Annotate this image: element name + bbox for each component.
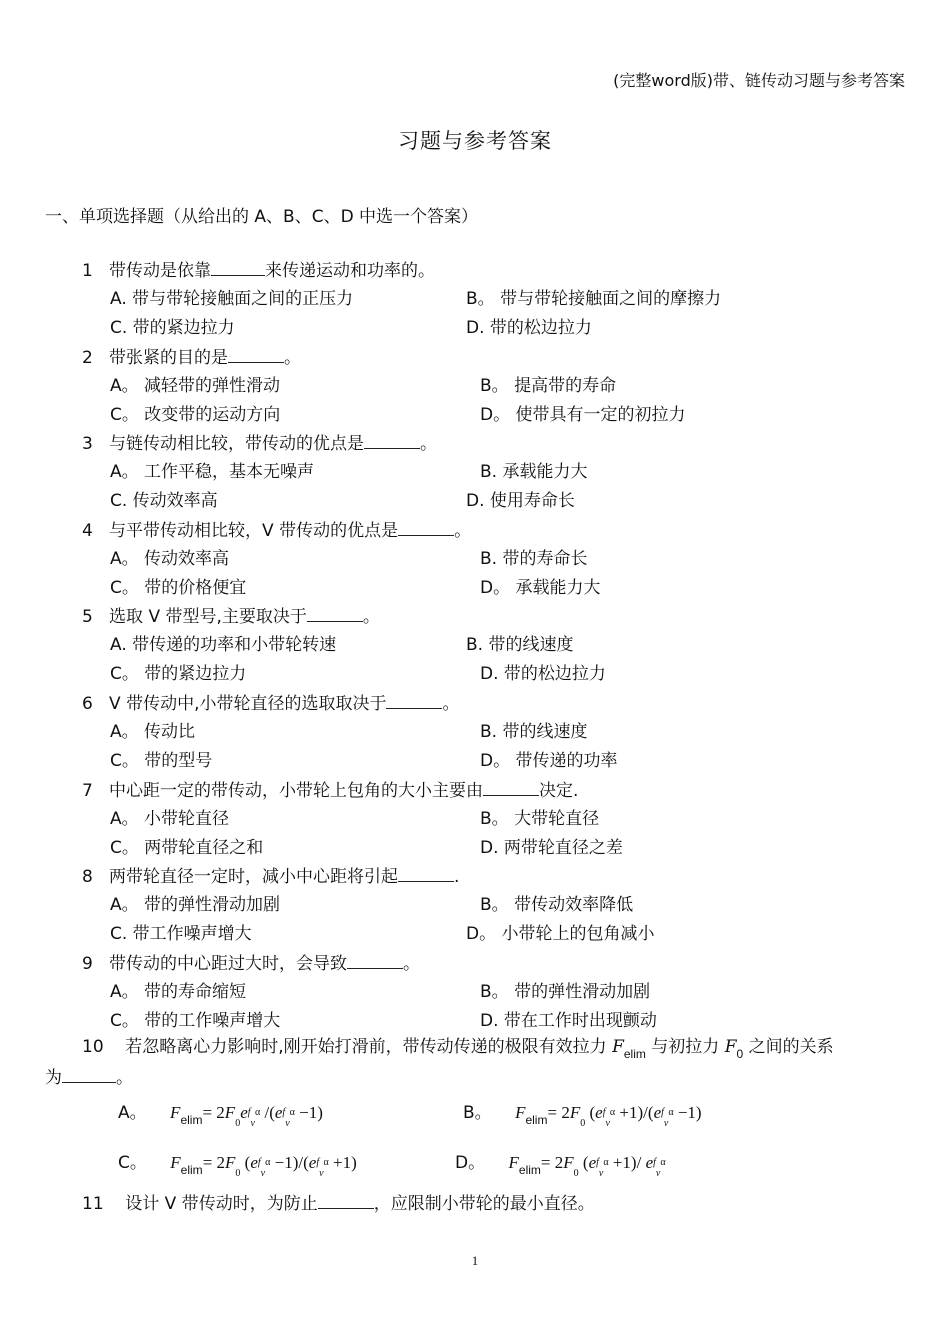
option-d[interactable]: D. 带在工作时出现颤动	[480, 1010, 657, 1031]
question-number: 3	[82, 434, 93, 455]
option-a[interactable]: A. 带与带轮接触面之间的正压力	[110, 289, 354, 309]
question-text-end: ，应限制小带轮的最小直径。	[373, 1194, 595, 1214]
question-text: 若忽略离心力影响时,刚开始打滑前，带传动传递的极限有效拉力	[125, 1037, 607, 1057]
section-heading: 一、单项选择题（从给出的 A、B、C、D 中选一个答案）	[45, 207, 479, 227]
answer-blank[interactable]	[347, 952, 403, 969]
option-d[interactable]: D. 带的松边拉力	[480, 664, 606, 685]
option-d[interactable]: D。 使带具有一定的初拉力	[480, 404, 686, 425]
question-text-end: 来传递运动和功率的。	[265, 261, 436, 281]
option-label: C。	[118, 1153, 147, 1173]
answer-blank[interactable]	[398, 519, 454, 536]
question-text-end: 。	[454, 520, 472, 541]
option-b[interactable]	[463, 1102, 702, 1127]
option-b[interactable]: B。 带传动效率降低	[480, 895, 634, 916]
option-label: A。	[118, 1103, 147, 1123]
formula-b: $F_{elim}= 2F_0$ $(ef_v\alpha +1)/(ef_v\alpha -1)$	[515, 1103, 702, 1129]
question-text-end: 。	[403, 953, 421, 974]
question-text: 与平带传动相比较，V 带传动的优点是	[109, 520, 399, 541]
option-a[interactable]: A。 带的弹性滑动加剧	[110, 895, 281, 916]
question-number: 8	[82, 867, 93, 888]
option-c[interactable]	[118, 1152, 357, 1177]
answer-blank[interactable]	[386, 692, 442, 709]
option-c[interactable]: C。 带的工作噪声增大	[110, 1010, 281, 1031]
question-number: 2	[82, 347, 93, 368]
question-text-end: 。	[284, 347, 302, 368]
option-b[interactable]: B. 带的线速度	[480, 722, 588, 742]
document-header: (完整word版)带、链传动习题与参考答案	[613, 71, 905, 90]
question-text: 设计 V 带传动时，为防止	[125, 1194, 318, 1214]
option-a[interactable]	[118, 1102, 323, 1127]
answer-blank[interactable]	[398, 865, 454, 882]
option-d[interactable]: D。 带传递的功率	[480, 751, 618, 771]
question-text: 选取 V 带型号,主要取决于	[109, 607, 307, 628]
option-a[interactable]: A。 减轻带的弹性滑动	[110, 375, 281, 396]
question-text: 为	[45, 1068, 62, 1088]
question-text: V 带传动中,小带轮直径的选取取决于	[109, 694, 387, 714]
question-number: 6	[82, 694, 93, 714]
question-text: 带张紧的目的是	[109, 347, 229, 368]
question-5	[82, 605, 380, 628]
question-text-end: 决定.	[539, 780, 579, 801]
question-text: 带传动的中心距过大时，会导致	[109, 953, 348, 974]
option-b[interactable]: B。 带的弹性滑动加剧	[480, 981, 651, 1002]
question-text: 中心距一定的带传动，小带轮上包角的大小主要由	[109, 780, 484, 801]
option-a[interactable]: A。 传动比	[110, 722, 196, 742]
question-text: 与链传动相比较，带传动的优点是	[109, 434, 365, 455]
option-a[interactable]: A。 小带轮直径	[110, 808, 230, 829]
question-text-end: .	[454, 867, 460, 888]
question-8	[82, 865, 459, 888]
option-d[interactable]	[455, 1152, 666, 1177]
option-d[interactable]: D. 带的松边拉力	[466, 318, 592, 338]
question-number: 10	[82, 1037, 104, 1057]
subscript-0: 0	[736, 1047, 744, 1061]
question-1	[82, 259, 435, 282]
question-text-3: 之间的关系	[748, 1037, 834, 1057]
question-10-line2	[45, 1066, 133, 1089]
question-number: 5	[82, 607, 93, 628]
question-11	[82, 1192, 595, 1215]
question-number: 4	[82, 520, 93, 541]
option-d[interactable]: D. 两带轮直径之差	[480, 837, 623, 858]
question-number: 11	[82, 1194, 104, 1214]
question-3	[82, 432, 437, 455]
symbol-F0: F	[724, 1037, 737, 1057]
option-c[interactable]: C. 带的紧边拉力	[110, 318, 235, 338]
answer-blank[interactable]	[62, 1066, 116, 1083]
answer-blank[interactable]	[307, 605, 363, 622]
option-a[interactable]: A。 传动效率高	[110, 548, 230, 569]
formula-c: $F_{elim}= 2F_0$ $(ef_v\alpha -1)/(ef_v\alpha +1)$	[170, 1153, 357, 1179]
question-text: 两带轮直径一定时，减小中心距将引起	[109, 867, 399, 888]
question-text: 带传动是依靠	[109, 261, 212, 281]
option-b[interactable]: B。 大带轮直径	[480, 808, 600, 829]
formula-a: $F_{elim}= 2F_0ef_v\alpha$ $/(ef_v\alpha -1)$	[170, 1103, 323, 1129]
option-c[interactable]: C。 带的紧边拉力	[110, 664, 247, 685]
page-title: 习题与参考答案	[398, 129, 552, 153]
option-label: B。	[463, 1103, 492, 1123]
option-c[interactable]: C。 改变带的运动方向	[110, 404, 281, 425]
question-text-2: 与初拉力	[651, 1037, 720, 1057]
option-label: D。	[455, 1153, 486, 1173]
option-b[interactable]: B. 带的寿命长	[480, 548, 588, 569]
option-d[interactable]: D。 承载能力大	[480, 577, 601, 598]
option-c[interactable]: C。 带的型号	[110, 751, 213, 771]
option-b[interactable]: B. 承载能力大	[480, 462, 588, 483]
option-b[interactable]: B。 带与带轮接触面之间的摩擦力	[466, 289, 722, 309]
question-text-end: 。	[362, 607, 380, 628]
option-a[interactable]: A。 带的寿命缩短	[110, 981, 247, 1002]
answer-blank[interactable]	[211, 259, 265, 276]
formula-d: $F_{elim}= 2F_0$ $(ef_v\alpha +1)/$ $ef_v\alpha$	[508, 1153, 666, 1179]
question-number: 9	[82, 953, 93, 974]
option-b[interactable]: B. 带的线速度	[466, 635, 574, 656]
question-10-line1	[82, 1036, 834, 1059]
question-4	[82, 519, 471, 542]
question-2	[82, 346, 301, 369]
question-text-end: 。	[420, 434, 438, 455]
question-9	[82, 952, 420, 975]
question-7	[82, 779, 578, 802]
option-b[interactable]: B。 提高带的寿命	[480, 375, 617, 396]
page-number: 1	[471, 1253, 479, 1268]
option-c[interactable]: C。 两带轮直径之和	[110, 837, 264, 858]
option-a[interactable]: A. 带传递的功率和小带轮转速	[110, 635, 337, 656]
option-c[interactable]: C. 带工作噪声增大	[110, 924, 252, 945]
option-d[interactable]: D. 使用寿命长	[466, 491, 575, 512]
symbol-F: F	[612, 1037, 624, 1057]
answer-blank[interactable]	[318, 1192, 374, 1209]
subscript-elim: elim	[623, 1047, 646, 1061]
option-c[interactable]: C. 传动效率高	[110, 491, 218, 512]
option-d[interactable]: D。 小带轮上的包角减小	[466, 924, 655, 945]
question-number: 1	[82, 261, 93, 281]
question-6	[82, 692, 459, 715]
question-number: 7	[82, 780, 93, 801]
answer-blank[interactable]	[364, 432, 420, 449]
question-end: 。	[116, 1068, 133, 1088]
option-c[interactable]: C。 带的价格便宜	[110, 577, 247, 598]
answer-blank[interactable]	[228, 346, 284, 363]
question-text-end: 。	[442, 694, 460, 714]
option-a[interactable]: A。 工作平稳，基本无噪声	[110, 462, 315, 483]
answer-blank[interactable]	[483, 779, 539, 796]
